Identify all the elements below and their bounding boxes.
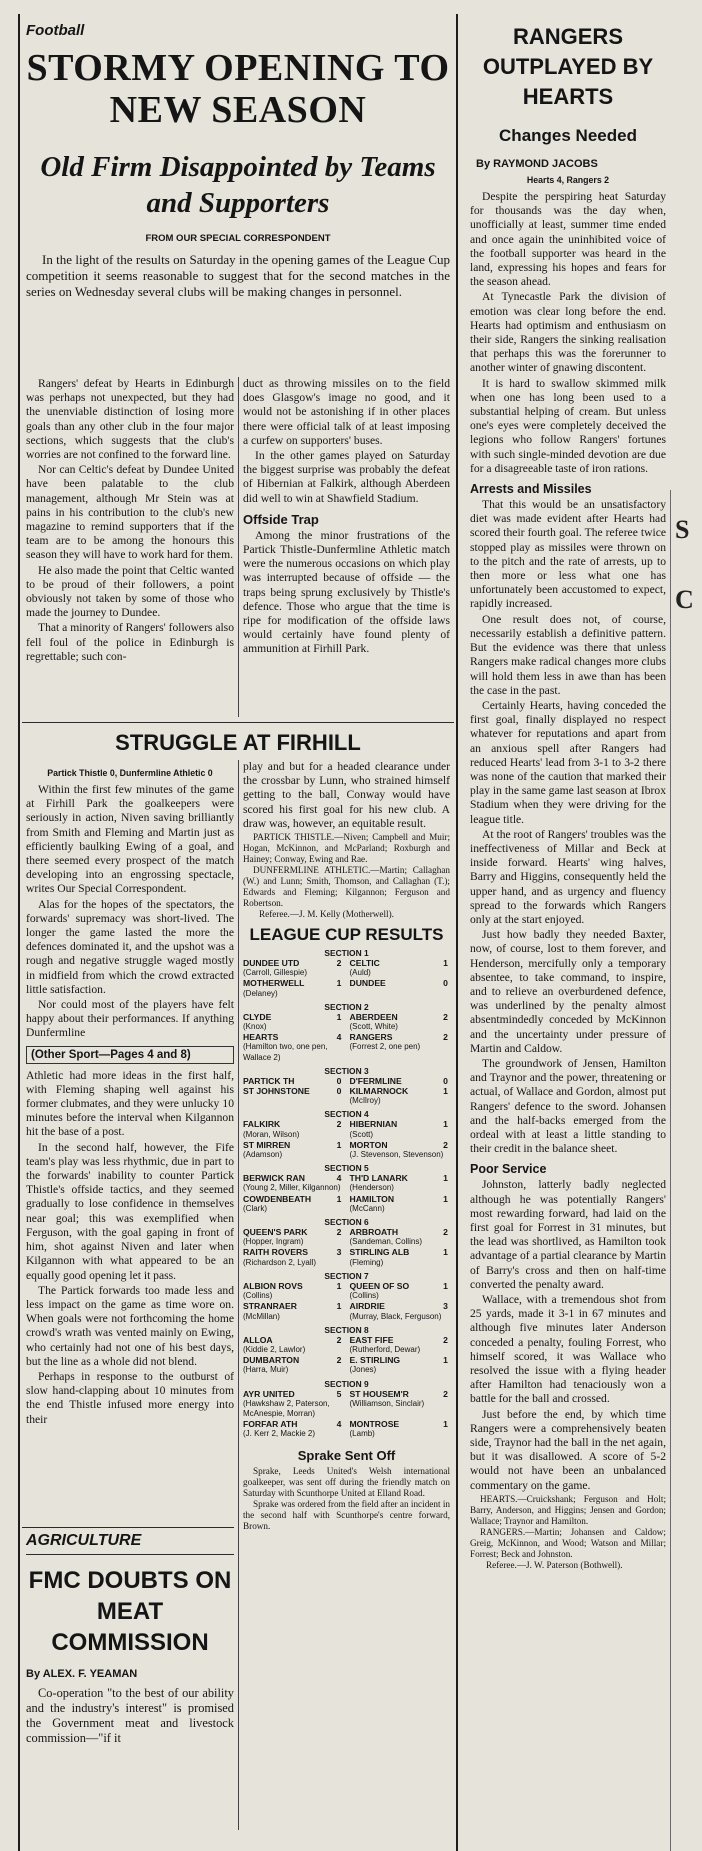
main-byline: FROM OUR SPECIAL CORRESPONDENT [145, 233, 331, 244]
away-scorers: (Collins) [349, 1291, 379, 1301]
league-cup-section-label: SECTION 2 [324, 1001, 369, 1012]
away-team: HAMILTON [349, 1193, 395, 1204]
main-para: In the other games played on Saturday the biggest surprise was probably the defeat of Hibernian at Falkirk, although Aberdeen did well to win at Shawfield Stadium. [243, 449, 450, 505]
other-sport-link[interactable]: (Other Sport—Pages 4 and 8) [31, 1048, 191, 1061]
league-cup-result-row [243, 1355, 450, 1375]
league-cup-section-label: SECTION 1 [324, 948, 369, 959]
rangers-para: At the root of Rangers' troubles was the ineffectiveness of Millar and Beck at inside forward. Hearts' wing halves, Barry and Higgins, consequently held the upper hand, and as urgency and fluency spread to the forwards which Rangers only at the start enjoyed. [470, 827, 667, 926]
rangers-para: Johnston, latterly badly neglected although he was potentially Rangers' most rewarding forward, had laid on the first goal for Forrest in 31 minutes, but the lead was shortlived, as Hamilton took advantage of a partial clearance by Martin of Barry's cross and then on half-time converted the penalty award. [470, 1178, 666, 1291]
home-team: DUMBARTON [243, 1355, 300, 1366]
home-scorers: (Delaney) [243, 988, 278, 998]
away-score: 1 [443, 958, 448, 969]
firhill-headline: STRUGGLE AT FIRHILL [115, 730, 361, 755]
away-score: 1 [443, 1247, 448, 1258]
main-para: Rangers' defeat by Hearts in Edinburgh was perhaps not unexpected, but they had the unenviable distinction of losing more goals than any other club in the four major sections, which suggests that the club's worries are not confined to the forward line. [26, 377, 234, 462]
away-team: RANGERS [349, 1032, 393, 1043]
home-score: 1 [336, 978, 342, 989]
league-cup-result-row [243, 1194, 450, 1214]
main-para: He also made the point that Celtic wanted to be proud of their followers, a point obviously not taken by some of those who made the journey to Dundee. [26, 563, 234, 620]
home-scorers: (Collins) [243, 1291, 273, 1301]
away-scorers: (Henderson) [349, 1183, 394, 1193]
other-sport-box[interactable] [26, 1046, 234, 1064]
home-score: 1 [336, 1280, 342, 1291]
away-score: 3 [443, 1301, 448, 1312]
home-team: DUNDEE UTD [243, 958, 300, 969]
away-scorers: (McIlroy) [349, 1096, 381, 1106]
league-cup-result-row [243, 1140, 450, 1160]
rangers-para: At Tynecastle Park the division of emotion was clear long before the end. Hearts had optimism and enthusiasm on their side, Rangers the sinking realisation that perhaps this was the forerunner to another winter of gnawing discontent. [470, 290, 666, 375]
offside-subhead: Offside Trap [243, 511, 319, 527]
home-team: FORFAR ATH [243, 1419, 298, 1430]
home-team: PARTICK TH [243, 1075, 295, 1086]
firhill-para: Athletic had more ideas in the first half, with Fleming shaping well against his former clubmates, and they were unlucky 10 minutes before the interval when Kilgannon hit the base of a post. [26, 1068, 234, 1139]
main-para: Among the minor frustrations of the Partick Thistle-Dunfermline Athletic match were the numerous occasions on which play was interrupted because of offside — the traps being sprung exclusively by Thistle's defence. Those who argue that the time is ripe for modification of the offside laws would certainly have found plenty of ammunition at Firhill Park. [243, 528, 450, 656]
away-score: 0 [443, 978, 448, 989]
adjacent-page-rule [670, 490, 671, 1851]
away-team: D'FERMLINE [349, 1075, 402, 1086]
league-cup-section-label: SECTION 6 [324, 1217, 369, 1228]
firhill-col2 [243, 760, 450, 1532]
rangers-para: One result does not, of course, necessarily establish a definitive pattern. But the evidence was there that unless Rangers make radical changes more clubs will hold them less in awe than has been the case in the past. [470, 612, 666, 697]
firhill-para: Nor could most of the players have felt happy about their performances. If anything Dunfermline [26, 998, 234, 1040]
away-scorers: (Scott) [349, 1129, 374, 1139]
away-team: STIRLING ALB [349, 1247, 410, 1258]
firhill-team: PARTICK THISTLE.—Niven; Campbell and Muir; Hogan, McKinnon, and McParland; Roxburgh and Hainey; Conway, Ewing and Rae. [243, 832, 450, 865]
home-score: 2 [336, 1355, 342, 1366]
home-team: HEARTS [243, 1032, 279, 1043]
away-scorers: (Murray, Black, Ferguson) [349, 1311, 442, 1321]
rangers-para: Certainly Hearts, having conceded the first goal, finally displayed no respect whatever for reputations and apart from an anxious spell after Rangers had reduced Hearts' lead from 3-1 to 3-2 there was none of the caution that marked their play in the same game last season at Ibrox Stadium when they were driving for the league title. [470, 698, 666, 826]
home-team: FALKIRK [243, 1119, 281, 1130]
away-score: 1 [443, 1419, 448, 1430]
home-team: BERWICK RAN [243, 1173, 305, 1184]
firhill-team: DUNFERMLINE ATHLETIC.—Martin; Callaghan (W.) and Lunn; Smith, Thomson, and Callaghan (T.); Edwards and Fleming; Kilgannon; Ferguson and Robertson. [243, 865, 450, 909]
main-subheadline: Old Firm Disappointed by Teams and Supporters [40, 151, 436, 219]
away-team: CELTIC [349, 958, 380, 969]
cutoff-letter-glyph: C [675, 585, 694, 614]
rangers-para: The groundwork of Jensen, Hamilton and Traynor and the power, threatening or actual, of Wallace and Gordon, almost put Rangers' defence to the sword. Johansen and the half-backs emerged from the ordeal with at least a little standing to their credit in the balance sheet. [470, 1056, 666, 1156]
league-cup-result-row [243, 1173, 450, 1193]
away-scorers: (J. Stevenson, Stevenson) [349, 1150, 444, 1160]
league-cup-result-row [243, 1389, 450, 1420]
home-score: 4 [336, 1173, 342, 1184]
away-team: QUEEN OF SO [349, 1280, 410, 1291]
home-score: 0 [336, 1086, 342, 1097]
away-team: MORTON [349, 1139, 388, 1150]
home-scorers: (Richardson 2, Lyall) [243, 1257, 317, 1267]
section-label: Football [26, 22, 85, 39]
main-article-col2 [243, 377, 450, 658]
home-score: 1 [336, 1193, 342, 1204]
home-scorers: (Kiddie 2, Lawlor) [243, 1344, 306, 1354]
home-score: 2 [336, 958, 342, 969]
poor-service-subhead: Poor Service [470, 1162, 547, 1177]
away-team: EAST FIFE [349, 1334, 394, 1345]
home-scorers: (Harra, Muir) [243, 1365, 289, 1375]
main-article-header [26, 22, 450, 301]
cutoff-letter-glyph: S [675, 515, 690, 544]
away-team: E. STIRLING [349, 1355, 401, 1366]
away-scorers: (Auld) [349, 968, 371, 978]
home-team: ST JOHNSTONE [243, 1086, 310, 1097]
column-rule-right [456, 14, 458, 1851]
away-score: 1 [443, 1355, 448, 1366]
away-scorers: (Scott, White) [349, 1022, 398, 1032]
home-team: ALBION ROVS [243, 1280, 303, 1291]
home-scorers: (Hawkshaw 2, Paterson, McAnespie, Morran) [243, 1398, 330, 1418]
league-cup-result-row [243, 1076, 450, 1086]
rangers-score: Hearts 4, Rangers 2 [526, 175, 610, 185]
league-cup-result-row [243, 958, 450, 978]
home-team: MOTHERWELL [243, 978, 305, 989]
home-score: 0 [336, 1075, 342, 1086]
away-scorers: (McCann) [349, 1203, 385, 1213]
home-team: QUEEN'S PARK [243, 1227, 308, 1238]
main-para: That a minority of Rangers' followers also fell foul of the police in Edinburgh is regrettable; such con- [26, 621, 234, 663]
home-team: STRANRAER [243, 1301, 297, 1312]
league-cup-section-label: SECTION 5 [324, 1163, 369, 1174]
home-score: 2 [336, 1334, 342, 1345]
home-score: 3 [336, 1247, 342, 1258]
home-team: COWDENBEATH [243, 1193, 312, 1204]
away-team: ABERDEEN [349, 1011, 398, 1022]
home-team: ALLOA [243, 1334, 273, 1345]
main-headline: STORMY OPENING TO NEW SEASON [26, 47, 450, 131]
away-score: 1 [443, 1086, 448, 1097]
home-scorers: (Moran, Wilson) [243, 1129, 300, 1139]
league-cup-result-row [243, 1419, 450, 1439]
away-team: DUNDEE [349, 978, 386, 989]
column-gutter-rule [238, 377, 239, 717]
adjacent-page-sliver [675, 495, 702, 1835]
league-cup-section-label: SECTION 9 [324, 1378, 369, 1389]
rangers-para: It is hard to swallow skimmed milk when one has long been used to a substantial helping of cream. But unless one's eyes were completely deceived the legions who follow Rangers' fortunes with such single-minded devotion are due for a disagreeable taste of iron rations. [470, 376, 666, 475]
home-score: 4 [336, 1419, 342, 1430]
firhill-score: Partick Thistle 0, Dunfermline Athletic 0 [47, 768, 213, 778]
firhill-top-rule [22, 722, 454, 723]
away-team: AIRDRIE [349, 1301, 385, 1312]
firhill-para: Perhaps in response to the outburst of slow hand-clapping about 10 minutes from the end Thistle infused more energy into their [26, 1369, 234, 1426]
main-para: Nor can Celtic's defeat by Dundee United have been palatable to the club management, although Mr Stein was at pains in his contribution to the club's new magazine to remind supporters that if the team are to be among the honours this season they will have to work hard for them. [26, 463, 234, 562]
rangers-team: HEARTS.—Cruickshank; Ferguson and Holt; Barry, Anderson, and Higgins; Jensen and Gordon; Wallace; Traynor and Hamilton. [470, 1493, 666, 1526]
left-border-rule [18, 14, 20, 1851]
away-score: 1 [443, 1280, 448, 1291]
home-scorers: (Adamson) [243, 1150, 283, 1160]
main-intro: In the light of the results on Saturday in the opening games of the League Cup competition it seems reasonable to suggest that for the second matches in the series on Wednesday several clubs will be making changes in personnel. [26, 252, 450, 299]
home-score: 2 [336, 1227, 342, 1238]
rangers-para: Just before the end, by which time Rangers were a comprehensively beaten side, Traynor had the ball in the net again, but it was disallowed. A score of 5-2 would not have been an unbalanced commentary on the game. [470, 1407, 666, 1492]
rangers-para: Despite the perspiring heat Saturday for thousands was the day when, unofficially at least, summer time ended and once again the uninhibited voice of the football supporter was heard in the land, expressing his hopes and fears for the season ahead. [470, 190, 666, 289]
away-score: 2 [443, 1227, 448, 1238]
main-para: duct as throwing missiles on to the field does Glasgow's image no good, and it would not be astonishing if in other places there were official talk of at least imposing a curfew on supporters' buses. [243, 377, 450, 447]
home-scorers: (Knox) [243, 1022, 267, 1032]
away-score: 2 [443, 1011, 448, 1022]
rangers-para: Just how badly they needed Baxter, now, of course, lost to them forever, and Henderson, mercifully only a temporary absentee, to take command, to inspire, and to relieve an overburdened defence, was underlined by the penalty almost absentmindedly conceded by McKinnon and the uncertainty under pressure of Martin and Caldow. [470, 928, 666, 1055]
league-cup-result-row [243, 1301, 450, 1321]
rangers-headline: RANGERS OUTPLAYED BY HEARTS [482, 24, 654, 109]
away-score: 2 [443, 1388, 448, 1399]
away-score: 2 [443, 1032, 448, 1043]
away-scorers: (Fleming) [349, 1257, 384, 1267]
rangers-subhead: Changes Needed [499, 126, 637, 145]
away-score: 2 [443, 1139, 448, 1150]
agriculture-top-rule [22, 1527, 234, 1528]
league-cup-result-row [243, 1032, 450, 1063]
away-team: ARBROATH [349, 1227, 399, 1238]
agriculture-label: AGRICULTURE [26, 1532, 142, 1549]
away-scorers: (Rutherford, Dewar) [349, 1344, 421, 1354]
home-scorers: (Hopper, Ingram) [243, 1237, 304, 1247]
away-scorers: (Lamb) [349, 1429, 375, 1439]
sprake-subhead: Sprake Sent Off [297, 1447, 396, 1463]
rangers-para: Wallace, with a tremendous shot from 25 yards, made it 3-1 in 67 minutes and although five minutes later Anderson conceded a penalty, fouling Forrest, who himself scored, it was Wallace who resolved the issue with a flying header after Hamilton had tenaciously won a battle for the ball and crossed. [470, 1293, 666, 1406]
firhill-para: play and but for a headed clearance under the crossbar by Lunn, who strained himself getting to the ball, Conway would have scored his first goal for his new club. A draw was, however, an equitable result. [243, 760, 450, 830]
league-cup-result-row [243, 1281, 450, 1301]
rangers-byline: By RAYMOND JACOBS [476, 158, 598, 170]
firhill-referee: Referee.—J. M. Kelly (Motherwell). [259, 909, 394, 920]
home-scorers: (Clark) [243, 1203, 267, 1213]
away-score: 0 [443, 1075, 448, 1086]
home-score: 1 [336, 1301, 342, 1312]
home-team: AYR UNITED [243, 1388, 295, 1399]
rangers-referee: Referee.—J. W. Paterson (Bothwell). [486, 1559, 623, 1570]
league-cup-result-row [243, 1012, 450, 1032]
away-team: ST HOUSEM'R [349, 1388, 409, 1399]
home-scorers: (Carroll, Gillespie) [243, 968, 308, 978]
firhill-para: Alas for the hopes of the spectators, the forwards' supremacy was short-lived. The longer the game lasted the more the defences dominated it, and the upshot was a rough and negative struggle waged mostly in midfield from which the crowd extracted little satisfaction. [26, 897, 234, 996]
agriculture-para: Co-operation "to the best of our ability and the industry's interest" is promised the Government meat and livestock commission—"if it [26, 1686, 234, 1745]
league-cup-result-row [243, 1119, 450, 1139]
rangers-article [470, 22, 666, 1571]
league-cup-result-row [243, 1086, 450, 1106]
away-team: TH'D LANARK [349, 1173, 408, 1184]
away-team: HIBERNIAN [349, 1119, 398, 1130]
away-scorers: (Jones) [349, 1365, 377, 1375]
sprake-para: Sprake was ordered from the field after an incident in the second half with Scunthorpe's centre forward, Brown. [243, 1498, 450, 1531]
home-team: ST MIRREN [243, 1139, 291, 1150]
firhill-para: The Partick forwards too made less and less impact on the game as time wore on. When goals were not forthcoming the home crowd's wrath was vented mainly on Ewing, who certainly had not one of his best days, but the line as a whole did not blend. [26, 1283, 234, 1368]
league-cup-result-row [243, 1247, 450, 1267]
agriculture-block [26, 1532, 234, 1747]
firhill-para: Within the first few minutes of the game at Firhill Park the goalkeepers were seriously in action, Niven saving brilliantly from Smith and Fleming and Martin just as efficiently baulking Ewing of a goal, and there seemed every prospect of the match developing into an engrossing spectacle, writes Our Special Correspondent. [26, 783, 234, 896]
rangers-para: That this would be an unsatisfactory diet was made evident after Hearts had scored their fourth goal. The referee twice stopped play as missiles were thrown on to the pitch and the rate of arrests, up to then more or less what one has unfortunately been accustomed to expect, rapidly increased. [470, 498, 666, 611]
home-scorers: (Hamilton two, one pen, Wallace 2) [243, 1042, 328, 1062]
home-scorers: (J. Kerr 2, Mackie 2) [243, 1429, 316, 1439]
league-cup-section-label: SECTION 4 [324, 1109, 369, 1120]
away-score: 1 [443, 1193, 448, 1204]
league-cup-title: LEAGUE CUP RESULTS [249, 925, 444, 945]
home-score: 4 [336, 1032, 342, 1043]
home-scorers: (McMillan) [243, 1311, 280, 1321]
rangers-team: RANGERS.—Martin; Johansen and Caldow; Greig, McKinnon, and Wood; Watson and Millar; Forrest; Beck and Johnston. [470, 1526, 666, 1559]
league-cup-result-row [243, 978, 450, 998]
home-score: 1 [336, 1139, 342, 1150]
league-cup-results [243, 948, 450, 1440]
away-scorers: (Sandeman, Collins) [349, 1237, 422, 1247]
away-score: 1 [443, 1119, 448, 1130]
away-score: 2 [443, 1334, 448, 1345]
away-scorers: (Williamson, Sinclair) [349, 1398, 425, 1408]
league-cup-section-label: SECTION 3 [324, 1065, 369, 1076]
column-gutter-rule-2 [238, 760, 239, 1830]
main-article-col1 [26, 377, 234, 665]
away-score: 1 [443, 1173, 448, 1184]
firhill-para: In the second half, however, the Fife team's play was less rhythmic, due in part to the forwards' inability to counter Partick Thistle's offside tactics, and they seemed gradually to lose confidence in themselves near goal; this was exemplified when Ferguson, with the goal gaping in front of him, shot against Niven and later when Kilgannon with what appeared to be an equally good opening let it pass. [26, 1140, 234, 1282]
league-cup-result-row [243, 1335, 450, 1355]
league-cup-section-label: SECTION 7 [324, 1270, 369, 1281]
arrests-subhead: Arrests and Missiles [470, 482, 592, 497]
home-team: CLYDE [243, 1011, 272, 1022]
away-team: MONTROSE [349, 1419, 400, 1430]
away-scorers: (Forrest 2, one pen) [349, 1042, 421, 1052]
league-cup-result-row [243, 1227, 450, 1247]
home-score: 2 [336, 1119, 342, 1130]
sprake-para: Sprake, Leeds United's Welsh international goalkeeper, was sent off during the friendly match on Saturday with Scunthorpe United at Elland Road. [243, 1465, 450, 1498]
home-score: 1 [336, 1011, 342, 1022]
home-score: 5 [336, 1388, 342, 1399]
home-team: RAITH ROVERS [243, 1247, 308, 1258]
league-cup-section-label: SECTION 8 [324, 1324, 369, 1335]
agriculture-byline: By ALEX. F. YEAMAN [26, 1668, 138, 1680]
agriculture-headline: FMC DOUBTS ON MEAT COMMISSION [28, 1567, 232, 1656]
home-scorers: (Young 2, Miller, Kilgannon) [243, 1183, 341, 1193]
away-team: KILMARNOCK [349, 1086, 409, 1097]
agriculture-rule [26, 1554, 234, 1555]
